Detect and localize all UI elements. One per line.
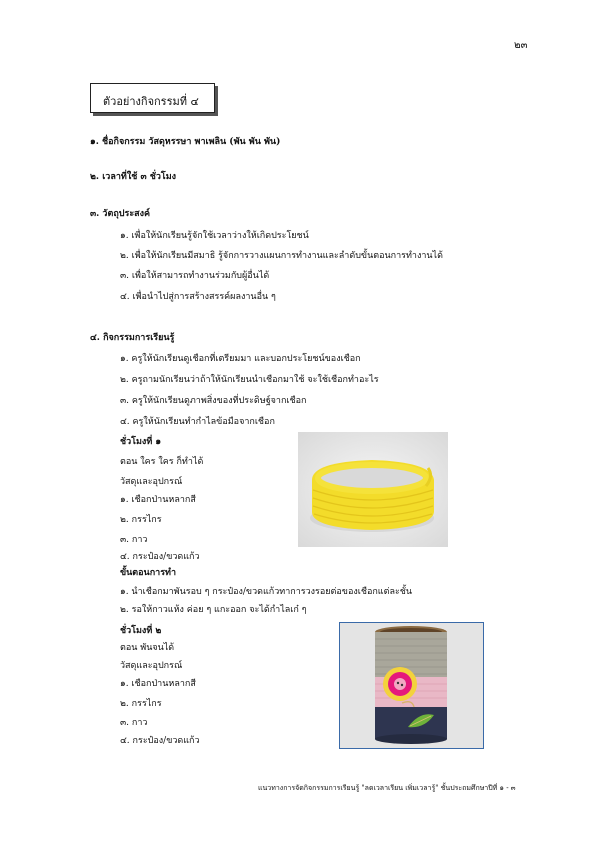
objective-item: ๔. เพื่อนำไปสู่การสร้างสรรค์ผลงานอื่น ๆ <box>120 292 276 302</box>
hour1-step-item: ๑. นำเชือกมาพันรอบ ๆ กระป๋อง/ขวดแก้วทาการวงรอยต่อของเชือกแต่ละชั้น <box>120 587 413 597</box>
time-used: ๒. เวลาที่ใช้ ๓ ชั่วโมง <box>90 172 177 182</box>
learning-item: ๔. ครูให้นักเรียนทำกำไลข้อมือจากเชือก <box>120 417 275 427</box>
hour1-material-item: ๑. เชือกป่านหลากสี <box>120 495 196 505</box>
objective-item: ๒. เพื่อให้นักเรียนมีสมาธิ รู้จักการวางแผนการทำงานและลำดับขั้นตอนการทำงานได้ <box>120 251 443 261</box>
activity-name: ๑. ชื่อกิจกรรม วัสดุหรรษา พาเพลิน (พัน พัน พัน) <box>90 137 281 147</box>
objective-item: ๑. เพื่อให้นักเรียนรู้จักใช้เวลาว่างให้เกิดประโยชน์ <box>120 231 309 241</box>
learning-item: ๑. ครูให้นักเรียนดูเชือกที่เตรียมมา และบอกประโยชน์ของเชือก <box>120 354 361 364</box>
learning-item: ๒. ครูถามนักเรียนว่าถ้าให้นักเรียนนำเชือกมาใช้ จะใช้เชือกทำอะไร <box>120 375 379 385</box>
hour2-heading: ชั่วโมงที่ ๒ <box>120 626 162 636</box>
hour1-episode: ตอน ใคร ใคร ก็ทำได้ <box>120 457 204 467</box>
hour2-episode: ตอน พันจนได้ <box>120 643 175 653</box>
page-number: ๒๓ <box>514 40 528 51</box>
hour2-material-item: ๓. กาว <box>120 718 148 728</box>
rope-bracelet-photo <box>298 432 448 547</box>
learning-heading: ๔. กิจกรรมการเรียนรู้ <box>90 333 175 343</box>
hour2-material-item: ๒. กรรไกร <box>120 699 162 709</box>
hour2-materials-heading: วัสดุและอุปกรณ์ <box>120 661 183 671</box>
hour1-steps-heading: ขั้นตอนการทำ <box>120 568 177 578</box>
objectives-heading: ๓. วัตถุประสงค์ <box>90 209 151 219</box>
hour1-material-item: ๒. กรรไกร <box>120 515 162 525</box>
rope-can-photo <box>339 622 484 749</box>
hour1-step-item: ๒. รอให้กาวแห้ง ค่อย ๆ แกะออก จะได้กำไลเก๋ ๆ <box>120 605 307 615</box>
hour1-heading: ชั่วโมงที่ ๑ <box>120 437 162 447</box>
hour1-materials-heading: วัสดุและอุปกรณ์ <box>120 477 183 487</box>
page-title: ตัวอย่างกิจกรรมที่ ๔ <box>103 95 199 108</box>
hour2-material-item: ๑. เชือกป่านหลากสี <box>120 679 196 689</box>
objective-item: ๓. เพื่อให้สามารถทำงานร่วมกับผู้อื่นได้ <box>120 271 270 281</box>
hour2-material-item: ๔. กระป๋อง/ขวดแก้ว <box>120 736 200 746</box>
hour1-material-item: ๔. กระป๋อง/ขวดแก้ว <box>120 552 200 562</box>
title-box <box>90 83 215 113</box>
hour1-material-item: ๓. กาว <box>120 535 148 545</box>
learning-item: ๓. ครูให้นักเรียนดูภาพสิ่งของที่ประดิษฐ์จากเชือก <box>120 396 307 406</box>
page-footer: แนวทางการจัดกิจกรรมการเรียนรู้ "ลดเวลาเรียน เพิ่มเวลารู้" ชั้นประถมศึกษาปีที่ ๑ - ๓ <box>258 784 516 792</box>
